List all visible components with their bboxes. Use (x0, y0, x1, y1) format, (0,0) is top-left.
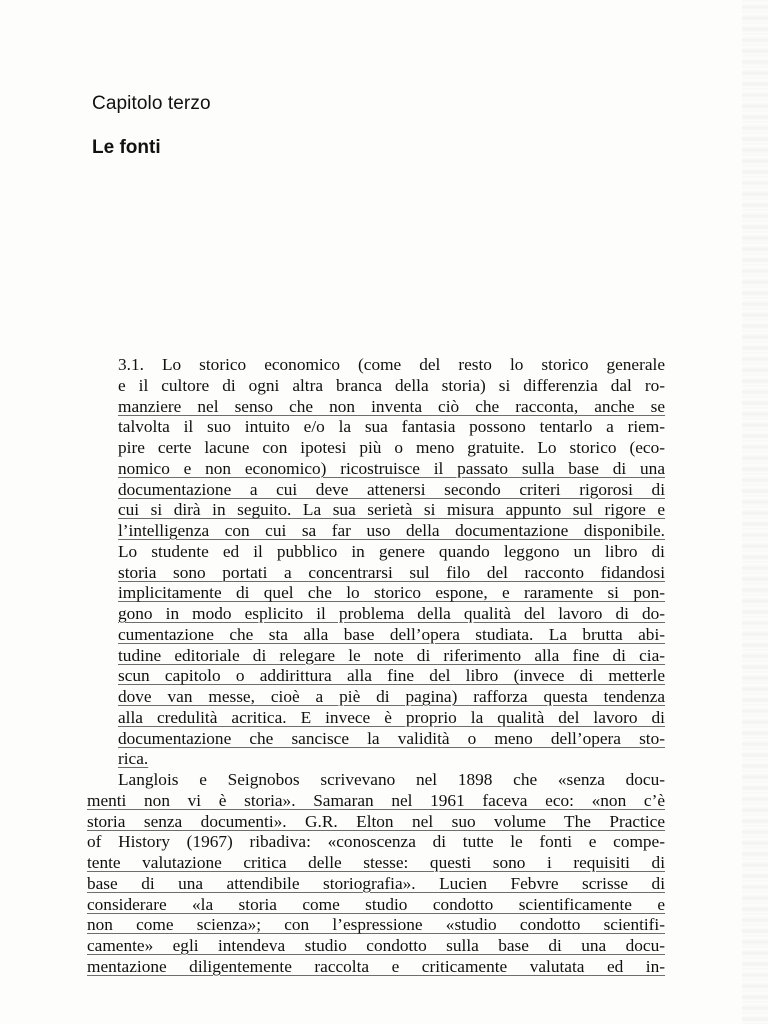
text-line: rica. (118, 749, 149, 769)
chapter-label: Capitolo terzo (92, 93, 211, 114)
scan-edge-noise (742, 0, 768, 1024)
text-line: pire certe lacune con ipotesi più o meno gratuite. Lo storico (eco- (118, 438, 665, 457)
text-line: of History (1967) ribadiva: «conoscenza di tutte le fonti e compe- (87, 832, 665, 852)
text-line: Lo studente ed il pubblico in genere quando leggono un libro di (118, 541, 665, 561)
text-line: nomico e non economico) ricostruisce il passato sulla base di una (118, 458, 665, 478)
text-line: storia sono portati a concentrarsi sul filo del racconto fidandosi (118, 562, 665, 582)
text-line: dove van messe, cioè a piè di pagina) rafforza questa tendenza (118, 687, 665, 706)
text-line: menti non vi è storia». Samaran nel 1961 faceva eco: «non c’è (87, 790, 665, 810)
body-text (87, 355, 665, 978)
text-line: non come scienza»; con l’espressione «studio condotto scientifi- (87, 915, 665, 935)
text-line: cumentazione che sta alla base dell’opera studiata. La brutta abi- (118, 624, 665, 644)
chapter-title: Le fonti (92, 137, 161, 158)
text-line: scun capitolo o addirittura alla fine del libro (invece di metterle (118, 666, 665, 686)
text-line: cui si dirà in seguito. La sua serietà si misura appunto sul rigore e (118, 500, 665, 520)
text-line: documentazione che sancisce la validità o meno dell’opera sto- (118, 728, 665, 748)
text-line: l’intelligenza con cui sa far uso della documentazione disponibile. (118, 521, 665, 540)
text-line: manziere nel senso che non inventa ciò che racconta, anche se (118, 396, 665, 416)
text-line: considerare «la storia come studio condotto scientificamente e (87, 894, 665, 914)
text-line: mentazione diligentemente raccolta e criticamente valutata ed in- (87, 956, 665, 976)
text-line: tudine editoriale di relegare le note di riferimento alla fine di cia- (118, 645, 665, 665)
text-line: e il cultore di ogni altra branca della storia) si differenzia dal ro- (118, 375, 665, 395)
text-line: 3.1. Lo storico economico (come del resto lo storico generale (118, 355, 665, 374)
text-line: tente valutazione critica delle stesse: questi sono i requisiti di (87, 853, 665, 872)
paragraph-1 (87, 355, 665, 770)
text-line: documentazione a cui deve attenersi secondo criteri rigorosi di (118, 479, 665, 499)
text-line: storia senza documenti». G.R. Elton nel suo volume The Practice (87, 811, 665, 831)
text-line: camente» egli intendeva studio condotto sulla base di una docu- (87, 936, 665, 955)
text-line: talvolta il suo intuito e/o la sua fantasia possono tentarlo a riem- (118, 417, 665, 437)
text-line: Langlois e Seignobos scrivevano nel 1898 che «senza docu- (118, 770, 665, 789)
text-line: alla credulità acritica. E invece è proprio la qualità del lavoro di (118, 707, 665, 727)
text-line: gono in modo esplicito il problema della qualità del lavoro di do- (118, 604, 665, 623)
text-line: implicitamente di quel che lo storico espone, e raramente si pon- (118, 583, 665, 603)
text-line: base di una attendibile storiografia». Lucien Febvre scrisse di (87, 873, 665, 893)
paragraph-2 (87, 770, 665, 978)
